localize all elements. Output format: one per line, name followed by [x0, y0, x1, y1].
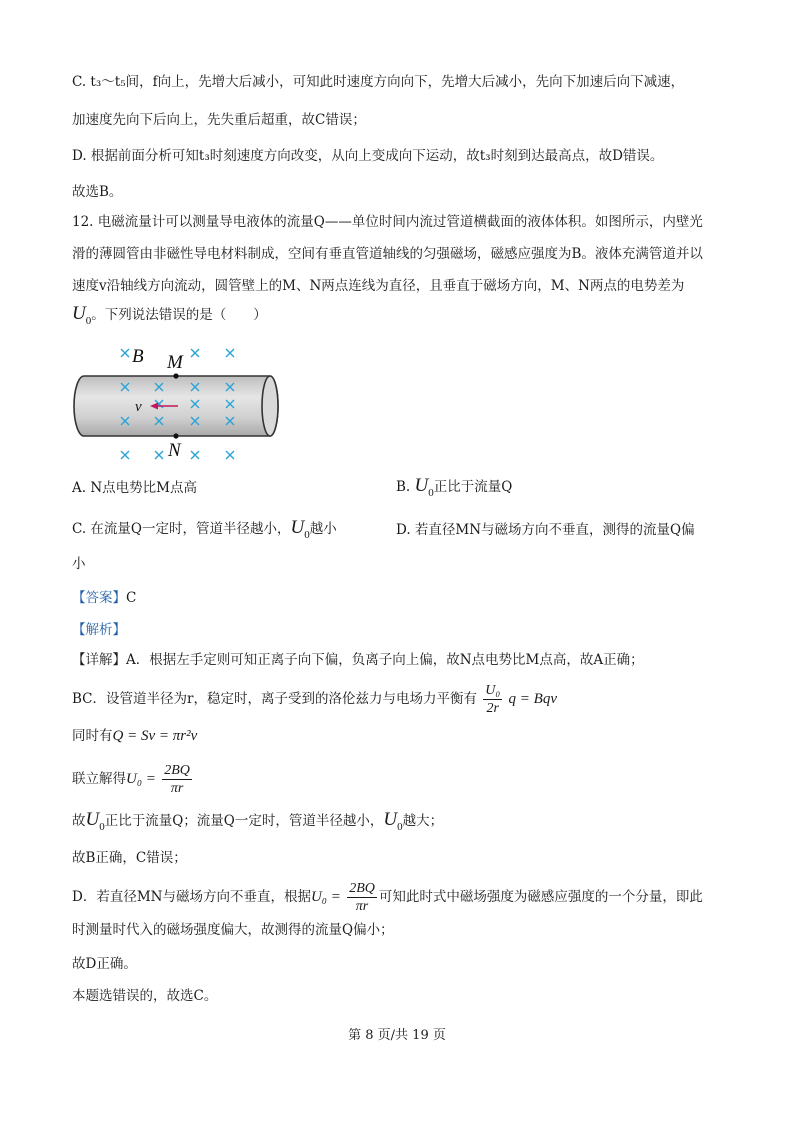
detail-d-line2: 时测量时代入的磁场强度偏大，故测得的流量Q偏小；: [72, 922, 394, 938]
page-footer: 第 8 页/共 19 页: [348, 1028, 446, 1043]
label-n: N: [168, 440, 181, 461]
detail-final: 本题选错误的，故选C。: [72, 988, 218, 1004]
flowmeter-figure: [70, 340, 290, 470]
answer: [72, 588, 136, 608]
point-m: [173, 373, 178, 378]
u0-symbol: $U_0$: [290, 517, 310, 541]
label-m: M: [167, 352, 183, 373]
detail-solve-line: 联立解得U₀ = $\frac{2BQ}{\pi r}$: [72, 763, 190, 796]
u0-symbol: $U_0$: [85, 809, 105, 833]
option-b: B. $U_0$正比于流量Q: [396, 475, 513, 499]
detail-q-line: 同时有Q = Sv = πr²v: [72, 728, 198, 744]
analysis-tag: 【解析】: [72, 622, 126, 638]
prev-d-line: D. 根据前面分析可知t₃时刻速度方向改变，从向上变成向下运动，故t₃时刻到达最高点，故D错误。: [72, 148, 664, 164]
label-b: B: [132, 346, 144, 367]
fraction-2bq-over-pir: $\frac{2BQ}{\pi r}$: [164, 763, 190, 796]
fraction-u0-over-2r: $\frac{\text{U₀}}{2r}$: [485, 683, 501, 716]
option-d-line2: 小: [72, 556, 86, 572]
u0-symbol: $U_0$: [72, 303, 92, 327]
prev-answer: 故选B。: [72, 184, 123, 200]
fraction-2bq-over-pir: $\frac{2BQ}{\pi r}$: [349, 881, 375, 914]
answer-tag: 【答案】: [72, 590, 126, 606]
point-n: [173, 433, 178, 438]
detail-bc-line: BC．设管道半径为r，稳定时，离子受到的洛伦兹力与电场力平衡有 $\frac{\text{U₀}}{2r}$ q = Bqv: [72, 683, 557, 716]
detail-b-conclusion: 故B正确，C错误；: [72, 850, 187, 866]
detail-prop-line: 故$U_0$正比于流量Q；流量Q一定时，管道半径越小，$U_0$越大；: [72, 809, 444, 833]
detail-d-line: D．若直径MN与磁场方向不垂直，根据U₀ = $\frac{2BQ}{\pi r}$ 可知此时式中磁场强度为磁感应强度的一个分量，即此: [72, 881, 703, 914]
option-a: A. N点电势比M点高: [72, 480, 197, 496]
answer-value: C: [126, 590, 137, 606]
prev-c-line1: C. t₃～t₅间，f向上，先增大后减小，可知此时速度方向向下，先增大后减小，先向下加速后向下减速，: [72, 74, 685, 90]
question-line4: $U_0$。下列说法错误的是（ ）: [72, 303, 267, 327]
detail-a-line: 【详解】A．根据左手定则可知正离子向下偏，负离子向上偏，故N点电势比M点高，故A正确；: [72, 652, 644, 668]
detail-tag: 【详解】: [72, 652, 126, 668]
prev-c-line2: 加速度先向下后向上，先失重后超重，故C错误；: [72, 112, 366, 128]
option-c: C. 在流量Q一定时，管道半径越小，$U_0$越小: [72, 517, 337, 541]
question-line3: 速度v沿轴线方向流动，圆管壁上的M、N两点连线为直径，且垂直于磁场方向，M、N两点的电势差为: [72, 278, 685, 294]
label-v: v: [135, 399, 142, 415]
u0-symbol: $U_0$: [383, 809, 403, 833]
u0-symbol: $U_0$: [414, 475, 434, 499]
question-line2: 滑的薄圆管由非磁性导电材料制成，空间有垂直管道轴线的匀强磁场，磁感应强度为B。液体充满管道并以: [72, 246, 703, 262]
detail-d-conclusion: 故D正确。: [72, 956, 137, 972]
question-line1: 12. 电磁流量计可以测量导电液体的流量Q——单位时间内流过管道横截面的液体体积。如图所示，内壁光: [72, 214, 703, 230]
option-d-line1: D. 若直径MN与磁场方向不垂直，测得的流量Q偏: [396, 522, 695, 538]
